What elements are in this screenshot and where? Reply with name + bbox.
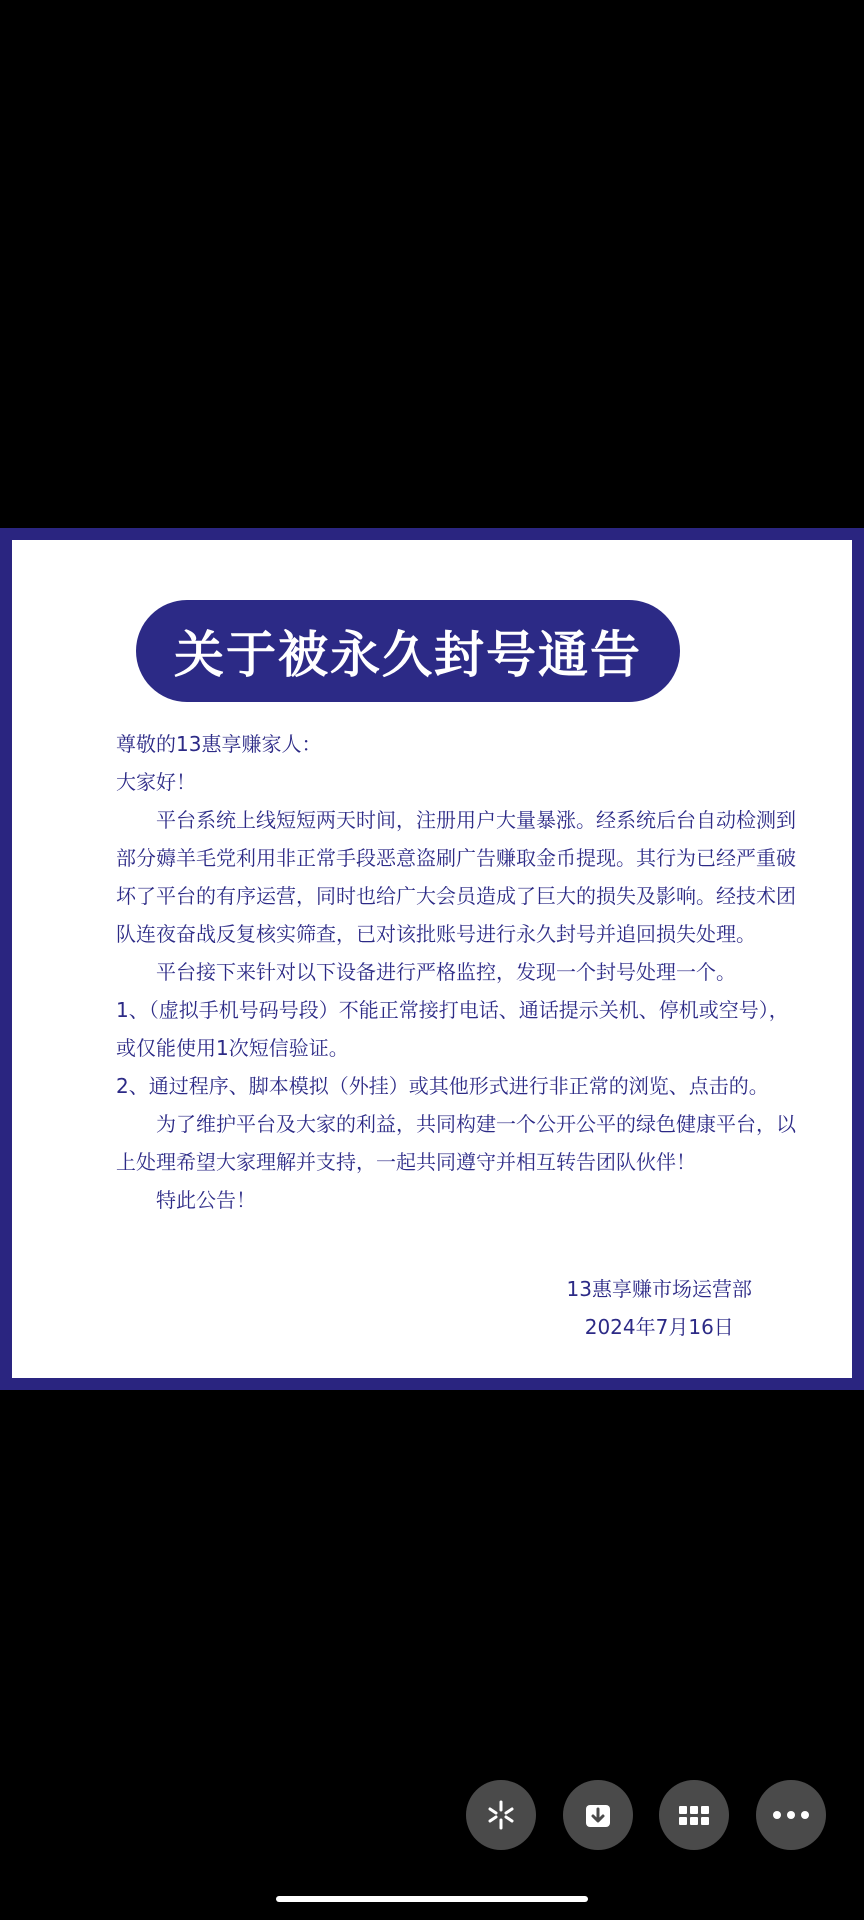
grid-icon <box>679 1806 709 1825</box>
notice-body <box>116 725 796 1219</box>
sparkle-icon <box>484 1798 518 1832</box>
notice-paragraph-2: 平台接下来针对以下设备进行严格监控，发现一个封号处理一个。 <box>156 960 736 984</box>
sparkle-button[interactable] <box>466 1780 536 1850</box>
notice-paragraph-1: 平台系统上线短短两天时间，注册用户大量暴涨。经系统后台自动检测到部分薅羊毛党利用非正常手段恶意盗刷广告赚取金币提现。其行为已经严重破坏了平台的有序运营，同时也给广大会员造成了巨大的损失及影响。经技术团队连夜奋战反复核实筛查，已对该批账号进行永久封号并追回损失处理。 <box>116 808 796 946</box>
notice-hello: 大家好！ <box>116 770 196 794</box>
notice-image[interactable] <box>0 528 864 1390</box>
home-indicator[interactable] <box>276 1896 588 1902</box>
grid-button[interactable] <box>659 1780 729 1850</box>
notice-closing: 特此公告！ <box>156 1188 256 1212</box>
notice-greeting: 尊敬的13惠享赚家人： <box>116 732 322 756</box>
action-bar <box>466 1780 826 1850</box>
notice-item-1: 1、（虚拟手机号码号段）不能正常接打电话、通话提示关机、停机或空号），或仅能使用1次短信验证。 <box>116 998 789 1060</box>
notice-title: 关于被永久封号通告 <box>136 600 680 702</box>
more-button[interactable] <box>756 1780 826 1850</box>
notice-date: 2024年7月16日 <box>584 1315 734 1339</box>
download-icon <box>581 1798 615 1832</box>
download-button[interactable] <box>563 1780 633 1850</box>
notice-paragraph-3: 为了维护平台及大家的利益，共同构建一个公开公平的绿色健康平台，以上处理希望大家理解并支持，一起共同遵守并相互转告团队伙伴！ <box>116 1112 796 1174</box>
more-icon <box>773 1811 809 1819</box>
notice-paper <box>12 540 852 1378</box>
notice-signature <box>567 1270 752 1346</box>
notice-signer: 13惠享赚市场运营部 <box>566 1277 752 1301</box>
notice-item-2: 2、通过程序、脚本模拟（外挂）或其他形式进行非正常的浏览、点击的。 <box>116 1074 769 1098</box>
